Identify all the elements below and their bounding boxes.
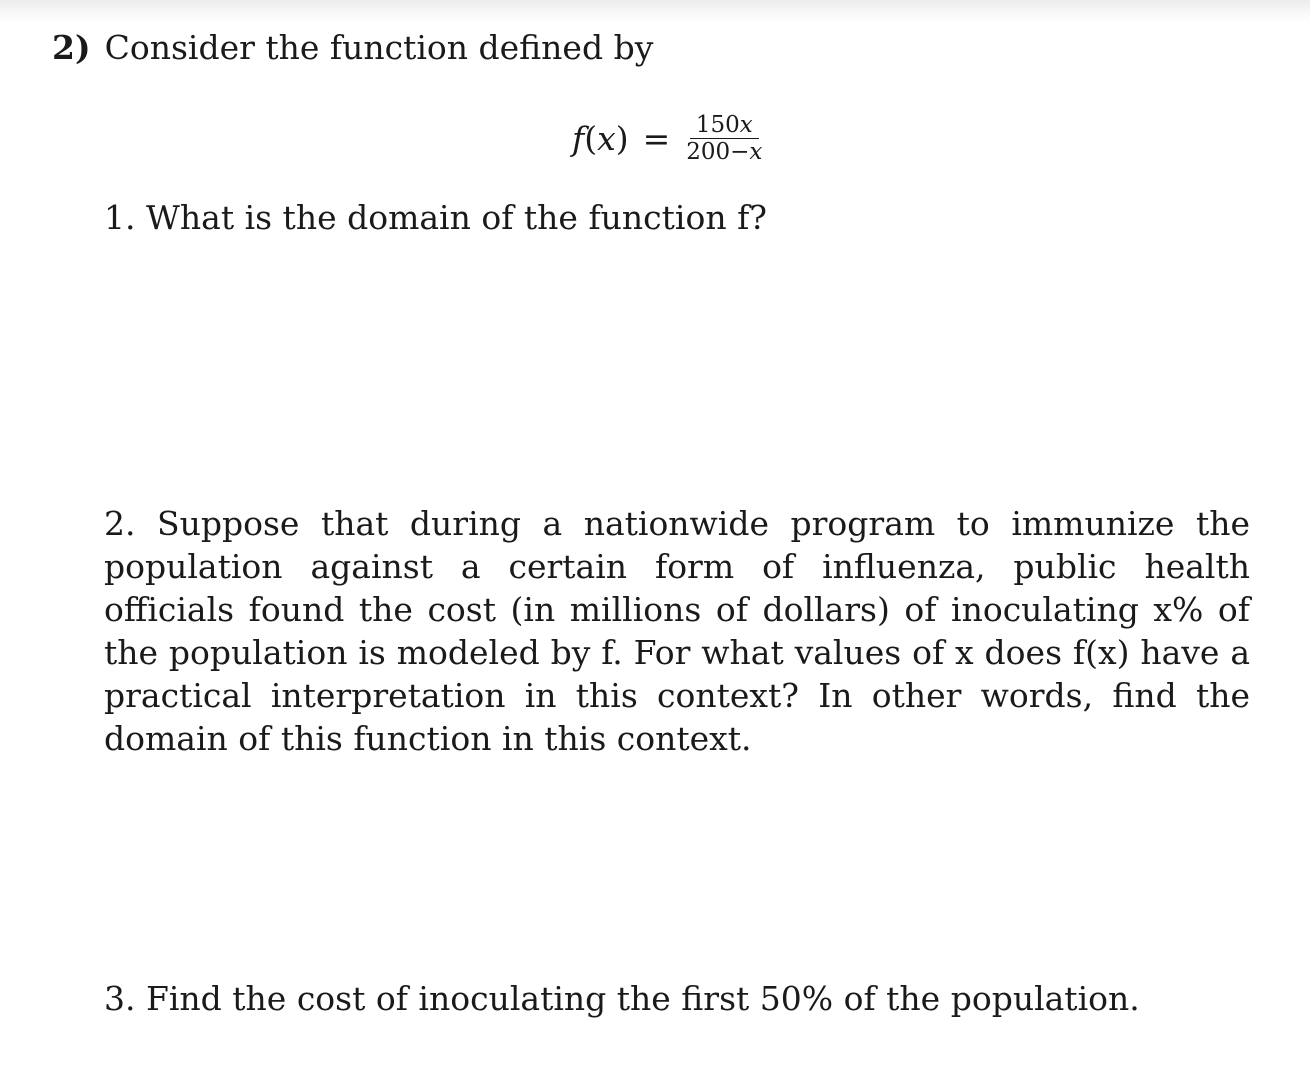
problem-intro: Consider the function defined by: [104, 28, 654, 67]
close-paren: ): [615, 118, 629, 158]
fraction-denominator: [682, 139, 766, 165]
denominator-variable: x: [749, 138, 763, 165]
fraction: [682, 112, 766, 165]
formula-lhs: [572, 119, 629, 158]
function-variable: x: [597, 118, 616, 158]
problem-number: 2): [52, 28, 91, 67]
question-2: 2. Suppose that during a nationwide program to immunize the population against a certain form of influenza, public health officials found the cost (in millions of dollars) of inoculating x% of the population is modeled by f. For what values of x does f(x) have a practical interpretation in this context? In other words, find the domain of this function in this context.: [104, 504, 1250, 758]
open-paren: (: [584, 118, 598, 158]
problem-header: [52, 26, 653, 70]
equals-sign: =: [642, 118, 671, 158]
question-3: 3. Find the cost of inoculating the first 50% of the population.: [104, 979, 1140, 1018]
denominator-constant: 200−: [686, 138, 750, 165]
numerator-coefficient: 150: [695, 111, 740, 138]
function-formula: [572, 108, 766, 168]
top-shadow: [0, 0, 1310, 22]
question-1: 1. What is the domain of the function f?: [104, 198, 767, 237]
fraction-numerator: [690, 112, 759, 139]
function-name: f: [572, 118, 585, 158]
numerator-variable: x: [739, 111, 753, 138]
